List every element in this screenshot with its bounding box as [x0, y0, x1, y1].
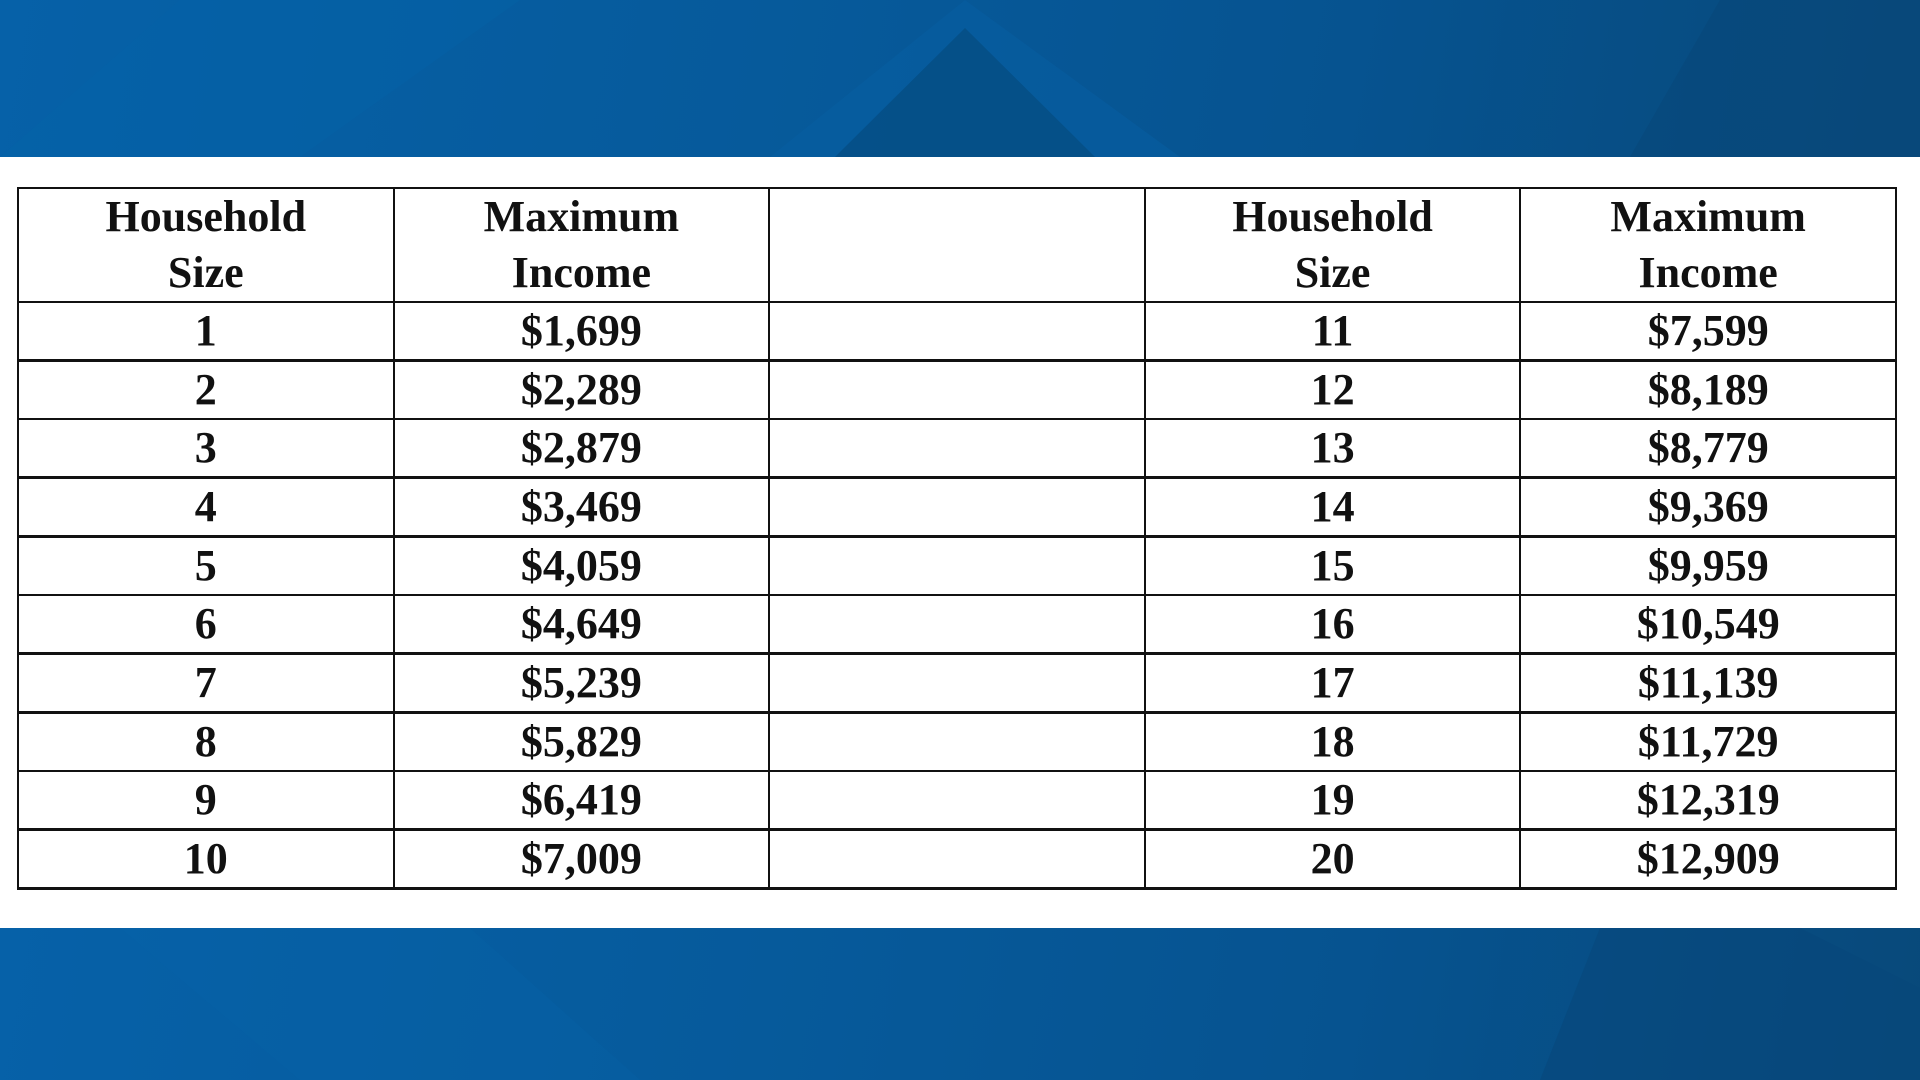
maximum-income-cell: $7,599	[1520, 302, 1896, 361]
household-size-cell: 9	[18, 771, 394, 830]
maximum-income-cell: $11,139	[1520, 654, 1896, 713]
maximum-income-cell: $10,549	[1520, 595, 1896, 654]
blank-cell	[769, 361, 1145, 420]
household-size-cell: 18	[1145, 713, 1521, 772]
header-household-size-right: Household Size	[1145, 188, 1521, 302]
maximum-income-cell: $1,699	[394, 302, 770, 361]
household-size-cell: 16	[1145, 595, 1521, 654]
background-triangle-shape	[0, 0, 1920, 157]
maximum-income-cell: $5,239	[394, 654, 770, 713]
household-size-cell: 4	[18, 478, 394, 537]
table-row	[18, 771, 1896, 830]
household-size-cell: 19	[1145, 771, 1521, 830]
household-size-cell: 7	[18, 654, 394, 713]
blank-cell	[769, 302, 1145, 361]
household-size-cell: 17	[1145, 654, 1521, 713]
table-row	[18, 713, 1896, 772]
maximum-income-cell: $6,419	[394, 771, 770, 830]
table-header-row	[18, 188, 1896, 302]
maximum-income-cell: $12,909	[1520, 830, 1896, 889]
household-size-cell: 5	[18, 537, 394, 596]
maximum-income-cell: $11,729	[1520, 713, 1896, 772]
blank-cell	[769, 595, 1145, 654]
maximum-income-cell: $9,369	[1520, 478, 1896, 537]
blank-cell	[769, 771, 1145, 830]
maximum-income-cell: $5,829	[394, 713, 770, 772]
top-banner	[0, 0, 1920, 157]
background-triangle-shape	[0, 928, 1920, 1080]
maximum-income-cell: $12,319	[1520, 771, 1896, 830]
blank-cell	[769, 478, 1145, 537]
household-size-cell: 15	[1145, 537, 1521, 596]
table-row	[18, 361, 1896, 420]
household-size-cell: 8	[18, 713, 394, 772]
household-size-cell: 2	[18, 361, 394, 420]
blank-cell	[769, 654, 1145, 713]
table-row	[18, 830, 1896, 889]
household-size-cell: 3	[18, 419, 394, 478]
household-size-cell: 10	[18, 830, 394, 889]
household-size-cell: 11	[1145, 302, 1521, 361]
blank-cell	[769, 830, 1145, 889]
blank-cell	[769, 537, 1145, 596]
household-size-cell: 12	[1145, 361, 1521, 420]
maximum-income-cell: $4,059	[394, 537, 770, 596]
household-size-cell: 1	[18, 302, 394, 361]
maximum-income-cell: $8,779	[1520, 419, 1896, 478]
blank-cell	[769, 419, 1145, 478]
maximum-income-cell: $8,189	[1520, 361, 1896, 420]
table-row	[18, 537, 1896, 596]
maximum-income-cell: $9,959	[1520, 537, 1896, 596]
household-size-cell: 14	[1145, 478, 1521, 537]
header-maximum-income-left: Maximum Income	[394, 188, 770, 302]
maximum-income-cell: $3,469	[394, 478, 770, 537]
maximum-income-cell: $2,879	[394, 419, 770, 478]
table-row	[18, 302, 1896, 361]
maximum-income-cell: $2,289	[394, 361, 770, 420]
table-row	[18, 478, 1896, 537]
header-maximum-income-right: Maximum Income	[1520, 188, 1896, 302]
income-limits-table	[17, 187, 1897, 890]
maximum-income-cell: $4,649	[394, 595, 770, 654]
blank-cell	[769, 713, 1145, 772]
bottom-banner	[0, 928, 1920, 1080]
household-size-cell: 6	[18, 595, 394, 654]
table-row	[18, 419, 1896, 478]
table-row	[18, 595, 1896, 654]
table-row	[18, 654, 1896, 713]
header-household-size-left: Household Size	[18, 188, 394, 302]
household-size-cell: 13	[1145, 419, 1521, 478]
header-blank-middle	[769, 188, 1145, 302]
maximum-income-cell: $7,009	[394, 830, 770, 889]
household-size-cell: 20	[1145, 830, 1521, 889]
